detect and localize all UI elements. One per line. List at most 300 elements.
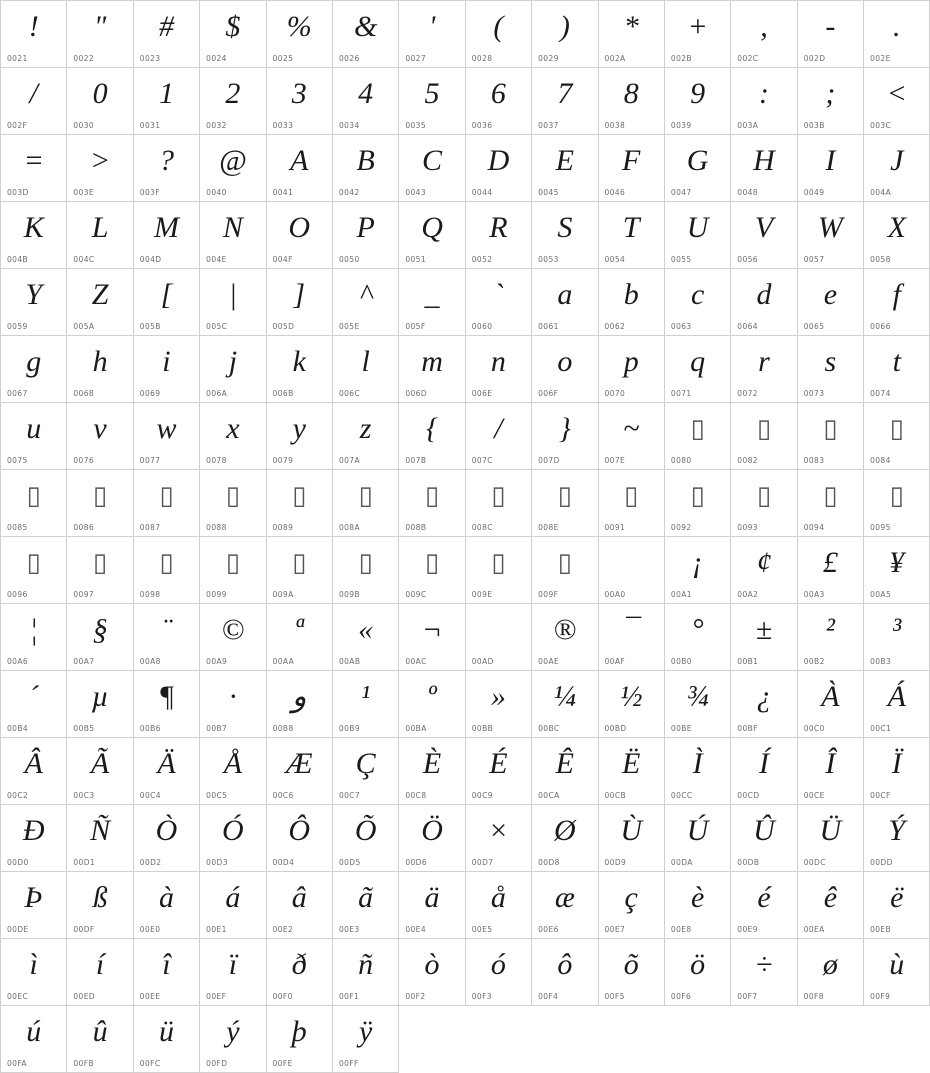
- glyph-cell[interactable]: [134, 135, 200, 202]
- glyph-character: i: [162, 345, 171, 378]
- glyph-character: Þ: [24, 881, 43, 914]
- glyph-cell[interactable]: [665, 939, 731, 1006]
- glyph-cell[interactable]: [267, 403, 333, 470]
- glyph-character: ▯: [690, 414, 705, 444]
- glyph-cell[interactable]: [864, 939, 930, 1006]
- glyph-cell[interactable]: [864, 671, 930, 738]
- glyph-cell[interactable]: [67, 1006, 133, 1073]
- glyph-cell[interactable]: [200, 872, 266, 939]
- glyph-cell[interactable]: [532, 1, 598, 68]
- glyph-cell[interactable]: [731, 269, 797, 336]
- glyph-cell[interactable]: [599, 336, 665, 403]
- glyph-cell[interactable]: [134, 872, 200, 939]
- glyph-cell[interactable]: [798, 604, 864, 671]
- glyph-cell[interactable]: [466, 805, 532, 872]
- glyph-cell[interactable]: [134, 202, 200, 269]
- glyph-cell[interactable]: [798, 939, 864, 1006]
- glyph-cell[interactable]: [1, 269, 67, 336]
- glyph-cell[interactable]: [200, 671, 266, 738]
- glyph-character: ¡: [691, 546, 704, 579]
- glyph-cell[interactable]: [67, 604, 133, 671]
- glyph-cell[interactable]: [200, 1, 266, 68]
- glyph-cell[interactable]: [67, 872, 133, 939]
- glyph-cell[interactable]: [200, 68, 266, 135]
- glyph-cell[interactable]: [599, 537, 665, 604]
- glyph-cell[interactable]: [399, 872, 465, 939]
- glyph-codepoint: 00DA: [670, 858, 693, 867]
- glyph-cell[interactable]: [267, 135, 333, 202]
- glyph-codepoint: 00B4: [7, 724, 29, 733]
- glyph-cell[interactable]: [532, 738, 598, 805]
- glyph-cell[interactable]: [665, 872, 731, 939]
- glyph-cell[interactable]: [864, 202, 930, 269]
- glyph-cell[interactable]: [599, 68, 665, 135]
- glyph-cell[interactable]: [599, 202, 665, 269]
- glyph-codepoint: 0050: [338, 255, 360, 264]
- glyph-cell[interactable]: [466, 269, 532, 336]
- glyph-character: í: [95, 948, 105, 981]
- glyph-character: ¯: [623, 613, 639, 646]
- glyph-character: ó: [490, 948, 506, 981]
- glyph-cell[interactable]: [532, 939, 598, 1006]
- glyph-cell[interactable]: [399, 269, 465, 336]
- glyph-cell[interactable]: [134, 269, 200, 336]
- glyph-cell[interactable]: [466, 872, 532, 939]
- glyph-cell[interactable]: [333, 872, 399, 939]
- glyph-cell[interactable]: [333, 68, 399, 135]
- glyph-cell[interactable]: [731, 604, 797, 671]
- glyph-character: ▯: [491, 481, 506, 511]
- glyph-codepoint: 00FD: [206, 1059, 228, 1068]
- glyph-character: Ó: [222, 814, 244, 847]
- glyph-cell[interactable]: [864, 805, 930, 872]
- glyph-cell[interactable]: [532, 135, 598, 202]
- glyph-codepoint: 00B6: [139, 724, 161, 733]
- glyph-cell[interactable]: [864, 738, 930, 805]
- glyph-character: E: [555, 144, 574, 177]
- glyph-codepoint: 0040: [206, 188, 227, 197]
- glyph-character: ª: [295, 613, 304, 646]
- glyph-character: -: [825, 10, 836, 43]
- glyph-codepoint: 00C0: [803, 724, 825, 733]
- glyph-cell[interactable]: [466, 671, 532, 738]
- glyph-cell[interactable]: [67, 805, 133, 872]
- glyph-cell[interactable]: [1, 671, 67, 738]
- glyph-cell[interactable]: [864, 537, 930, 604]
- glyph-character: a: [557, 278, 573, 311]
- glyph-cell[interactable]: [67, 537, 133, 604]
- glyph-cell[interactable]: [665, 135, 731, 202]
- glyph-cell[interactable]: [399, 336, 465, 403]
- glyph-cell[interactable]: [333, 1, 399, 68]
- glyph-cell[interactable]: [333, 671, 399, 738]
- glyph-cell[interactable]: [731, 1, 797, 68]
- glyph-cell[interactable]: [466, 939, 532, 1006]
- glyph-cell[interactable]: [399, 1, 465, 68]
- glyph-cell[interactable]: [67, 336, 133, 403]
- glyph-cell[interactable]: [267, 738, 333, 805]
- glyph-cell[interactable]: [798, 470, 864, 537]
- glyph-cell[interactable]: [798, 805, 864, 872]
- glyph-cell[interactable]: [599, 872, 665, 939]
- glyph-cell[interactable]: [333, 336, 399, 403]
- glyph-cell[interactable]: [599, 738, 665, 805]
- glyph-cell[interactable]: [466, 738, 532, 805]
- glyph-cell[interactable]: [731, 671, 797, 738]
- glyph-codepoint: 0021: [7, 54, 28, 63]
- glyph-cell[interactable]: [466, 1, 532, 68]
- glyph-cell[interactable]: [1, 1006, 67, 1073]
- glyph-cell[interactable]: [864, 336, 930, 403]
- glyph-cell[interactable]: [134, 939, 200, 1006]
- glyph-cell[interactable]: [333, 403, 399, 470]
- glyph-character: ·: [229, 680, 237, 713]
- glyph-character: ): [559, 10, 570, 43]
- glyph-cell[interactable]: [267, 939, 333, 1006]
- glyph-cell[interactable]: [532, 403, 598, 470]
- glyph-cell[interactable]: [466, 470, 532, 537]
- glyph-cell[interactable]: [731, 68, 797, 135]
- glyph-cell[interactable]: [67, 738, 133, 805]
- glyph-cell[interactable]: [267, 1, 333, 68]
- glyph-cell[interactable]: [731, 336, 797, 403]
- glyph-codepoint: 00EA: [803, 925, 825, 934]
- glyph-codepoint: 00EC: [7, 992, 29, 1001]
- glyph-codepoint: 006C: [338, 389, 361, 398]
- glyph-cell[interactable]: [532, 68, 598, 135]
- glyph-cell[interactable]: [599, 470, 665, 537]
- glyph-cell[interactable]: [333, 604, 399, 671]
- glyph-cell[interactable]: [1, 805, 67, 872]
- glyph-cell[interactable]: [399, 805, 465, 872]
- glyph-character: p: [623, 345, 639, 378]
- glyph-cell[interactable]: [665, 738, 731, 805]
- glyph-cell[interactable]: [333, 805, 399, 872]
- glyph-cell[interactable]: [1, 135, 67, 202]
- glyph-character: ▯: [26, 548, 41, 578]
- glyph-cell[interactable]: [798, 872, 864, 939]
- glyph-cell[interactable]: [267, 68, 333, 135]
- glyph-character: »: [490, 680, 506, 713]
- glyph-cell[interactable]: [599, 269, 665, 336]
- glyph-codepoint: 0053: [538, 255, 559, 264]
- glyph-cell[interactable]: [1, 604, 67, 671]
- glyph-cell[interactable]: [267, 671, 333, 738]
- glyph-cell[interactable]: [466, 202, 532, 269]
- glyph-codepoint: 0074: [870, 389, 891, 398]
- glyph-cell[interactable]: [134, 403, 200, 470]
- glyph-cell[interactable]: [731, 872, 797, 939]
- glyph-codepoint: 0044: [471, 188, 493, 197]
- glyph-character: :: [758, 77, 769, 110]
- glyph-cell[interactable]: [134, 68, 200, 135]
- glyph-cell[interactable]: [731, 135, 797, 202]
- glyph-cell[interactable]: [1, 1, 67, 68]
- glyph-cell[interactable]: [466, 135, 532, 202]
- glyph-cell[interactable]: [333, 537, 399, 604]
- glyph-cell[interactable]: [1, 872, 67, 939]
- glyph-cell[interactable]: [665, 1, 731, 68]
- glyph-cell[interactable]: [731, 202, 797, 269]
- glyph-codepoint: 004D: [139, 255, 162, 264]
- glyph-cell[interactable]: [200, 805, 266, 872]
- glyph-character: ÿ: [358, 1015, 373, 1048]
- glyph-cell[interactable]: [333, 269, 399, 336]
- glyph-cell[interactable]: [665, 403, 731, 470]
- glyph-cell[interactable]: [200, 403, 266, 470]
- glyph-cell[interactable]: [67, 470, 133, 537]
- glyph-character: X: [887, 211, 906, 244]
- glyph-cell[interactable]: [399, 403, 465, 470]
- glyph-cell[interactable]: [731, 738, 797, 805]
- glyph-cell[interactable]: [864, 604, 930, 671]
- glyph-codepoint: 00D1: [73, 858, 96, 867]
- glyph-cell[interactable]: [798, 671, 864, 738]
- glyph-cell[interactable]: [532, 604, 598, 671]
- glyph-cell[interactable]: [333, 135, 399, 202]
- glyph-character: Ë: [622, 747, 641, 780]
- glyph-codepoint: 008B: [405, 523, 427, 532]
- glyph-cell[interactable]: [200, 738, 266, 805]
- glyph-cell[interactable]: [134, 336, 200, 403]
- glyph-codepoint: 00A8: [139, 657, 161, 666]
- glyph-cell[interactable]: [665, 805, 731, 872]
- glyph-cell[interactable]: [599, 939, 665, 1006]
- glyph-codepoint: 007C: [471, 456, 493, 465]
- glyph-character: å: [490, 881, 506, 914]
- glyph-character: æ: [554, 881, 575, 914]
- glyph-cell[interactable]: [333, 1006, 399, 1073]
- glyph-codepoint: 003C: [870, 121, 892, 130]
- glyph-codepoint: 00B5: [73, 724, 95, 733]
- glyph-cell[interactable]: [399, 470, 465, 537]
- glyph-cell[interactable]: [200, 537, 266, 604]
- glyph-cell[interactable]: [67, 403, 133, 470]
- glyph-cell[interactable]: [466, 403, 532, 470]
- glyph-cell[interactable]: [599, 403, 665, 470]
- glyph-cell[interactable]: [798, 269, 864, 336]
- glyph-cell[interactable]: [532, 336, 598, 403]
- glyph-codepoint: 0095: [870, 523, 891, 532]
- glyph-cell[interactable]: [665, 604, 731, 671]
- glyph-cell[interactable]: [399, 738, 465, 805]
- glyph-cell[interactable]: [267, 604, 333, 671]
- glyph-cell[interactable]: [1, 68, 67, 135]
- glyph-cell[interactable]: [200, 470, 266, 537]
- glyph-cell[interactable]: [67, 202, 133, 269]
- glyph-cell[interactable]: [532, 537, 598, 604]
- glyph-character: ù: [889, 948, 905, 981]
- glyph-codepoint: 00FB: [73, 1059, 94, 1068]
- glyph-cell[interactable]: [864, 135, 930, 202]
- glyph-cell[interactable]: [798, 403, 864, 470]
- glyph-cell[interactable]: [67, 1, 133, 68]
- glyph-cell[interactable]: [399, 671, 465, 738]
- glyph-cell[interactable]: [333, 470, 399, 537]
- glyph-cell[interactable]: [67, 68, 133, 135]
- glyph-cell[interactable]: [399, 135, 465, 202]
- glyph-codepoint: 00A6: [7, 657, 29, 666]
- glyph-cell[interactable]: [134, 738, 200, 805]
- glyph-character: ¦: [29, 613, 38, 646]
- glyph-cell[interactable]: [532, 269, 598, 336]
- glyph-cell[interactable]: [134, 805, 200, 872]
- glyph-cell[interactable]: [200, 135, 266, 202]
- glyph-cell[interactable]: [731, 805, 797, 872]
- glyph-cell[interactable]: [798, 1, 864, 68]
- glyph-cell[interactable]: [267, 336, 333, 403]
- glyph-codepoint: 00EB: [870, 925, 892, 934]
- glyph-character: e: [823, 278, 838, 311]
- glyph-codepoint: 00ED: [73, 992, 96, 1001]
- glyph-cell[interactable]: [134, 1006, 200, 1073]
- glyph-cell[interactable]: [864, 68, 930, 135]
- glyph-cell[interactable]: [267, 1006, 333, 1073]
- glyph-cell[interactable]: [864, 872, 930, 939]
- glyph-cell[interactable]: [1, 403, 67, 470]
- glyph-cell[interactable]: [267, 872, 333, 939]
- glyph-cell[interactable]: [267, 202, 333, 269]
- glyph-cell[interactable]: [665, 537, 731, 604]
- glyph-character: Z: [91, 278, 109, 311]
- glyph-character: Ú: [686, 814, 709, 847]
- glyph-character: ì: [29, 948, 38, 981]
- glyph-cell[interactable]: [532, 202, 598, 269]
- glyph-cell[interactable]: [532, 805, 598, 872]
- glyph-cell[interactable]: [599, 135, 665, 202]
- glyph-cell[interactable]: [466, 537, 532, 604]
- glyph-character: w: [156, 412, 177, 445]
- glyph-cell[interactable]: [1, 939, 67, 1006]
- glyph-codepoint: 005A: [73, 322, 95, 331]
- glyph-cell[interactable]: [134, 1, 200, 68]
- glyph-codepoint: 0073: [803, 389, 825, 398]
- glyph-cell[interactable]: [200, 202, 266, 269]
- glyph-cell[interactable]: [864, 470, 930, 537]
- glyph-cell[interactable]: [466, 604, 532, 671]
- glyph-cell[interactable]: [798, 202, 864, 269]
- glyph-cell[interactable]: [665, 671, 731, 738]
- glyph-cell[interactable]: [399, 537, 465, 604]
- glyph-cell[interactable]: [864, 269, 930, 336]
- glyph-character: *: [623, 10, 639, 43]
- glyph-cell[interactable]: [267, 805, 333, 872]
- glyph-cell[interactable]: [798, 135, 864, 202]
- glyph-codepoint: 0036: [471, 121, 493, 130]
- glyph-character: ë: [890, 881, 904, 914]
- glyph-cell[interactable]: [134, 604, 200, 671]
- glyph-codepoint: 00CB: [604, 791, 627, 800]
- glyph-cell[interactable]: [200, 1006, 266, 1073]
- glyph-cell[interactable]: [798, 68, 864, 135]
- glyph-character: ▯: [889, 414, 904, 444]
- glyph-cell[interactable]: [267, 269, 333, 336]
- glyph-cell[interactable]: [798, 336, 864, 403]
- glyph-cell[interactable]: [200, 939, 266, 1006]
- glyph-cell[interactable]: [200, 269, 266, 336]
- glyph-character: Ò: [155, 814, 178, 847]
- glyph-cell[interactable]: [599, 671, 665, 738]
- glyph-codepoint: 00E5: [471, 925, 493, 934]
- glyph-cell[interactable]: [665, 68, 731, 135]
- glyph-cell[interactable]: [67, 671, 133, 738]
- glyph-codepoint: 0078: [206, 456, 227, 465]
- glyph-character: ▯: [92, 481, 108, 511]
- glyph-cell[interactable]: [665, 202, 731, 269]
- glyph-codepoint: 00F6: [670, 992, 692, 1001]
- glyph-cell[interactable]: [665, 470, 731, 537]
- glyph-cell[interactable]: [267, 470, 333, 537]
- glyph-character: z: [359, 412, 372, 445]
- glyph-cell[interactable]: [466, 336, 532, 403]
- glyph-cell[interactable]: [333, 939, 399, 1006]
- glyph-cell[interactable]: [399, 604, 465, 671]
- glyph-cell[interactable]: [864, 403, 930, 470]
- glyph-cell[interactable]: [731, 403, 797, 470]
- glyph-cell[interactable]: [67, 939, 133, 1006]
- glyph-cell[interactable]: [864, 1, 930, 68]
- glyph-cell[interactable]: [333, 738, 399, 805]
- glyph-character: ä: [424, 881, 440, 914]
- glyph-character: Ð: [22, 814, 45, 847]
- glyph-codepoint: 00E2: [272, 925, 294, 934]
- glyph-cell[interactable]: [665, 336, 731, 403]
- glyph-character: $: [225, 10, 241, 43]
- glyph-codepoint: 00B9: [338, 724, 361, 733]
- glyph-cell[interactable]: [399, 202, 465, 269]
- glyph-cell[interactable]: [731, 470, 797, 537]
- glyph-cell[interactable]: [599, 805, 665, 872]
- glyph-cell[interactable]: [399, 68, 465, 135]
- glyph-character: á: [225, 881, 241, 914]
- glyph-codepoint: 0055: [670, 255, 692, 264]
- glyph-cell[interactable]: [532, 671, 598, 738]
- glyph-cell[interactable]: [333, 202, 399, 269]
- glyph-codepoint: 0083: [803, 456, 825, 465]
- glyph-cell[interactable]: [200, 336, 266, 403]
- glyph-cell[interactable]: [67, 135, 133, 202]
- glyph-character: {: [426, 412, 439, 445]
- glyph-character: b: [623, 278, 639, 311]
- glyph-cell[interactable]: [1, 336, 67, 403]
- glyph-cell[interactable]: [1, 738, 67, 805]
- glyph-cell[interactable]: [731, 537, 797, 604]
- glyph-cell[interactable]: [798, 738, 864, 805]
- glyph-cell[interactable]: [731, 939, 797, 1006]
- glyph-cell[interactable]: [665, 269, 731, 336]
- glyph-cell[interactable]: [599, 604, 665, 671]
- glyph-cell[interactable]: [599, 1, 665, 68]
- glyph-cell[interactable]: [532, 872, 598, 939]
- glyph-cell[interactable]: [1, 537, 67, 604]
- glyph-cell[interactable]: [532, 470, 598, 537]
- glyph-character: Y: [25, 278, 43, 311]
- glyph-cell[interactable]: [267, 537, 333, 604]
- glyph-codepoint: 005F: [405, 322, 426, 331]
- glyph-cell[interactable]: [200, 604, 266, 671]
- glyph-cell[interactable]: [134, 671, 200, 738]
- glyph-cell[interactable]: [1, 202, 67, 269]
- glyph-cell[interactable]: [134, 470, 200, 537]
- glyph-cell[interactable]: [798, 537, 864, 604]
- glyph-character: V: [754, 211, 774, 244]
- glyph-cell[interactable]: [1, 470, 67, 537]
- glyph-cell[interactable]: [399, 939, 465, 1006]
- glyph-cell[interactable]: [466, 68, 532, 135]
- glyph-character: §: [92, 613, 108, 646]
- glyph-cell[interactable]: [134, 537, 200, 604]
- glyph-cell[interactable]: [67, 269, 133, 336]
